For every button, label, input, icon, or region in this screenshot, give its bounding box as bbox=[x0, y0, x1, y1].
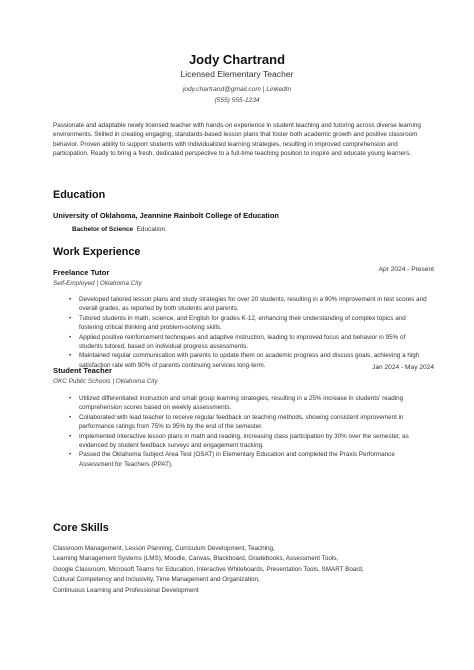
education-heading: Education bbox=[53, 189, 106, 201]
job-organization: OKC Public Schools | Oklahoma City bbox=[53, 378, 158, 385]
job-dates: Apr 2024 - Present bbox=[378, 266, 434, 273]
job-bullet: • Passed the Oklahoma Subject Area Test (OSAT) in Elementary Education and completed the Praxis Performance Assessment for Teachers (PPAT). bbox=[66, 450, 428, 469]
skills-list bbox=[53, 544, 433, 596]
job-bullet: • Implemented interactive lesson plans in math and reading, increasing class participation by 30% over the semester, as evidenced by student feedback surveys and engagement tracking. bbox=[66, 432, 428, 451]
professional-summary: Passionate and adaptable newly licensed teacher with hands-on experience in student teaching and tutoring across diverse learning environments. Skilled in creating engaging, standards-based lesson plans that foster both academic growth and positive classroom behavior. Proven ability to support students with individualized learning strategies, resulting in improved comprehension and participation. Ready to bring a fresh, dedicated perspective to a full-time teaching position to inspire and educate young learners. bbox=[53, 122, 421, 157]
job-bullets bbox=[66, 394, 428, 469]
contact-line[interactable]: jody.chartrand@gmail.com | LinkedIn bbox=[182, 86, 292, 93]
skills-line: Google Classroom, Microsoft Teams for Education, Interactive Whiteboards, Presentation Tools, SMART Board, bbox=[53, 565, 364, 573]
job-title: Student Teacher bbox=[53, 366, 112, 375]
skills-line: Learning Management Systems (LMS), Moodle, Canvas, Blackboard, Gradebooks, Assessment Tools, bbox=[53, 555, 339, 563]
experience-heading: Work Experience bbox=[53, 246, 141, 258]
job-bullet: • Utilized differentiated instruction and small group learning strategies, resulting in a 25% increase in students' reading comprehension scores based on weekly assessments. bbox=[66, 394, 428, 413]
education-degree: Bachelor of Science bbox=[72, 226, 134, 233]
candidate-name: Jody Chartrand bbox=[188, 52, 286, 67]
job-bullet: • Developed tailored lesson plans and study strategies for over 20 students, resulting in a 90% improvement in test scores and overall grades, as reported by both students and parents. bbox=[66, 295, 428, 314]
job-bullet: • Applied positive reinforcement techniques and adaptive instruction, leading to improved focus and behavior in 95% of students tutored, based on individual progress assessments. bbox=[66, 333, 428, 352]
job-bullet: • Collaborated with lead teacher to receive regular feedback on teaching methods, showing consistent improvement in performance ratings from 75% to 95% by the end of the semester. bbox=[66, 413, 428, 432]
skills-line: Cultural Competency and Inclusivity, Time Management and Organization, bbox=[53, 576, 260, 584]
job-bullets bbox=[66, 295, 428, 370]
education-school: University of Oklahoma, Jeannine Rainbolt College of Education bbox=[53, 211, 279, 220]
job-bullet: • Maintained regular communication with parents to update them on academic progress and discuss goals, achieving a high satisfaction rate with 90% of parents continuing services long-term. bbox=[66, 351, 428, 370]
job-bullet: • Tutored students in math, science, and English for grades K-12, enhancing their understanding of complex topics and fostering critical thinking and problem-solving skills. bbox=[66, 314, 428, 333]
education-degree-line bbox=[72, 226, 165, 233]
skills-heading: Core Skills bbox=[53, 522, 109, 534]
job-title: Freelance Tutor bbox=[53, 268, 110, 277]
job-dates: Jan 2024 - May 2024 bbox=[372, 364, 434, 371]
job-organization: Self-Employed | Oklahoma City bbox=[53, 280, 142, 287]
phone-number: (555) 555-1234 bbox=[214, 97, 260, 104]
skills-line: Continuous Learning and Professional Development bbox=[53, 586, 199, 594]
education-field: Education bbox=[136, 226, 166, 233]
candidate-title: Licensed Elementary Teacher bbox=[180, 69, 294, 79]
skills-line: Classroom Management, Lesson Planning, Curriculum Development, Teaching, bbox=[53, 545, 275, 552]
